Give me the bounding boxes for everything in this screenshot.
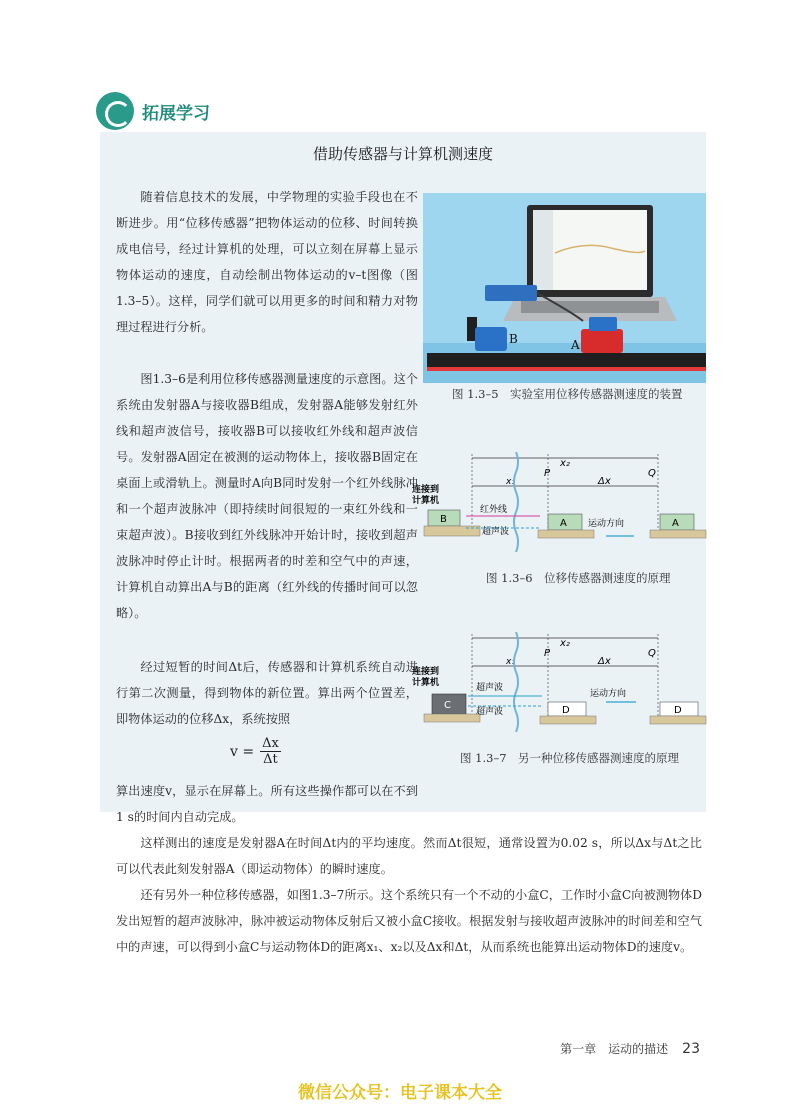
fig6-box-a2: A (672, 518, 679, 529)
photo-label-b: B (509, 332, 518, 346)
fig7-dx-label: Δx (598, 656, 611, 667)
paragraph-5: 这样测出的速度是发射器A在时间Δt内的平均速度。然而Δt很短，通常设置为0.02 s，所以Δx与Δt之比可以代表此刻发射器A（即运动物体）的瞬时速度。 (116, 836, 702, 876)
fig6-box-a1: A (560, 518, 567, 529)
paragraph-6: 还有另外一种位移传感器，如图1.3–7所示。这个系统只有一个不动的小盒C，工作时小盒C向被测物体D发出短暂的超声波脉冲，脉冲被运动物体反射后又被小盒C接收。根据发射与接收超声波脉冲的时间差和空气中的声速，可以得到小盒C与运动物体D的距离x₁、x₂以及Δx和Δt，从而系统也能算出运动物体D的速度v。 (116, 888, 702, 954)
page-number: 23 (682, 1041, 700, 1057)
fig7-box-d1: D (562, 705, 570, 716)
fig7-computer-line1: 连接到 (412, 667, 440, 677)
fig6-dx-label: Δx (598, 476, 611, 487)
formula-denominator: Δt (263, 752, 278, 767)
paragraph-3: 经过短暂的时间Δt后，传感器和计算机系统自动进行第二次测量，得到物体的新位置。算出两个位置差，即物体运动的位移Δx，系统按照 (116, 660, 418, 726)
caption-fig-1-3-7: 图 1.3–7 另一种位移传感器测速度的原理 (460, 751, 680, 765)
fig6-x1-label: x₁ (506, 477, 515, 487)
lab-setup-photo (423, 193, 706, 383)
fig7-ultrasonic1-label: 超声波 (476, 683, 504, 693)
caption-fig-1-3-5: 图 1.3–5 实验室用位移传感器测速度的装置 (452, 387, 683, 401)
caption-fig-1-3-6: 图 1.3–6 位移传感器测速度的原理 (486, 571, 671, 585)
fig7-ultrasonic2-label: 超声波 (476, 707, 504, 717)
fig-1-3-6-diagram (410, 452, 710, 552)
formula-numerator: Δx (262, 736, 279, 751)
formula-lhs: v = (230, 743, 255, 760)
fig6-q-label: Q (648, 468, 656, 479)
fig6-ultrasonic-label: 超声波 (482, 527, 510, 537)
paragraph-4: 算出速度v，显示在屏幕上。所有这些操作都可以在不到1 s的时间内自动完成。 (116, 784, 418, 824)
footer-chapter: 第一章 运动的描述 (560, 1042, 669, 1056)
section-label: 拓展学习 (142, 103, 210, 124)
wechat-watermark: 微信公众号：电子课本大全 (298, 1083, 502, 1103)
fig7-x1-label: x₁ (506, 657, 515, 667)
velocity-formula (230, 736, 281, 767)
fig7-p-label: P (544, 648, 551, 659)
fig7-box-c: C (444, 700, 451, 711)
lab-setup-illustration (423, 193, 706, 383)
formula-fraction (260, 736, 281, 767)
fig6-computer-line2: 计算机 (412, 496, 440, 506)
fig7-direction-label: 运动方向 (590, 689, 627, 699)
fig7-q-label: Q (648, 648, 656, 659)
fig-1-3-7-diagram (410, 632, 710, 732)
paragraph-1: 随着信息技术的发展，中学物理的实验手段也在不断进步。用“位移传感器”把物体运动的位移、时间转换成电信号，经过计算机的处理，可以立刻在屏幕上显示物体运动的速度，自动绘制出物体运动的v–t图像（图1.3–5）。这样，同学们就可以用更多的时间和精力对物理过程进行分析。 (116, 190, 418, 334)
fig6-direction-label: 运动方向 (588, 519, 625, 529)
fig7-x2-label: x₂ (560, 638, 570, 649)
photo-label-a: A (571, 338, 580, 352)
fig6-box-b: B (440, 514, 447, 525)
fig6-p-label: P (544, 468, 551, 479)
page-title: 借助传感器与计算机测速度 (312, 145, 493, 163)
fig6-x2-label: x₂ (560, 458, 570, 469)
fig7-computer-line2: 计算机 (412, 678, 440, 688)
fig6-computer-line1: 连接到 (412, 485, 440, 495)
paragraph-2: 图1.3–6是利用位移传感器测量速度的示意图。这个系统由发射器A与接收器B组成，发射器A能够发射红外线和超声波信号，接收器B可以接收红外线和超声波信号。发射器A固定在被测的运动物体上，接收器B固定在桌面上或滑轨上。测量时A向B同时发射一个红外线脉冲和一个超声波脉冲（即持续时间很短的一束红外线和一束超声波）。B接收到红外线脉冲开始计时，接收到超声波脉冲时停止计时。根据两者的时差和空气中的声速，计算机自动算出A与B的距离（红外线的传播时间可以忽略）。 (116, 372, 418, 620)
fig6-infrared-label: 红外线 (480, 505, 508, 515)
page-footer (560, 1040, 700, 1057)
fig7-box-d2: D (674, 705, 682, 716)
section-badge (96, 92, 210, 130)
section-logo-icon (96, 92, 134, 130)
